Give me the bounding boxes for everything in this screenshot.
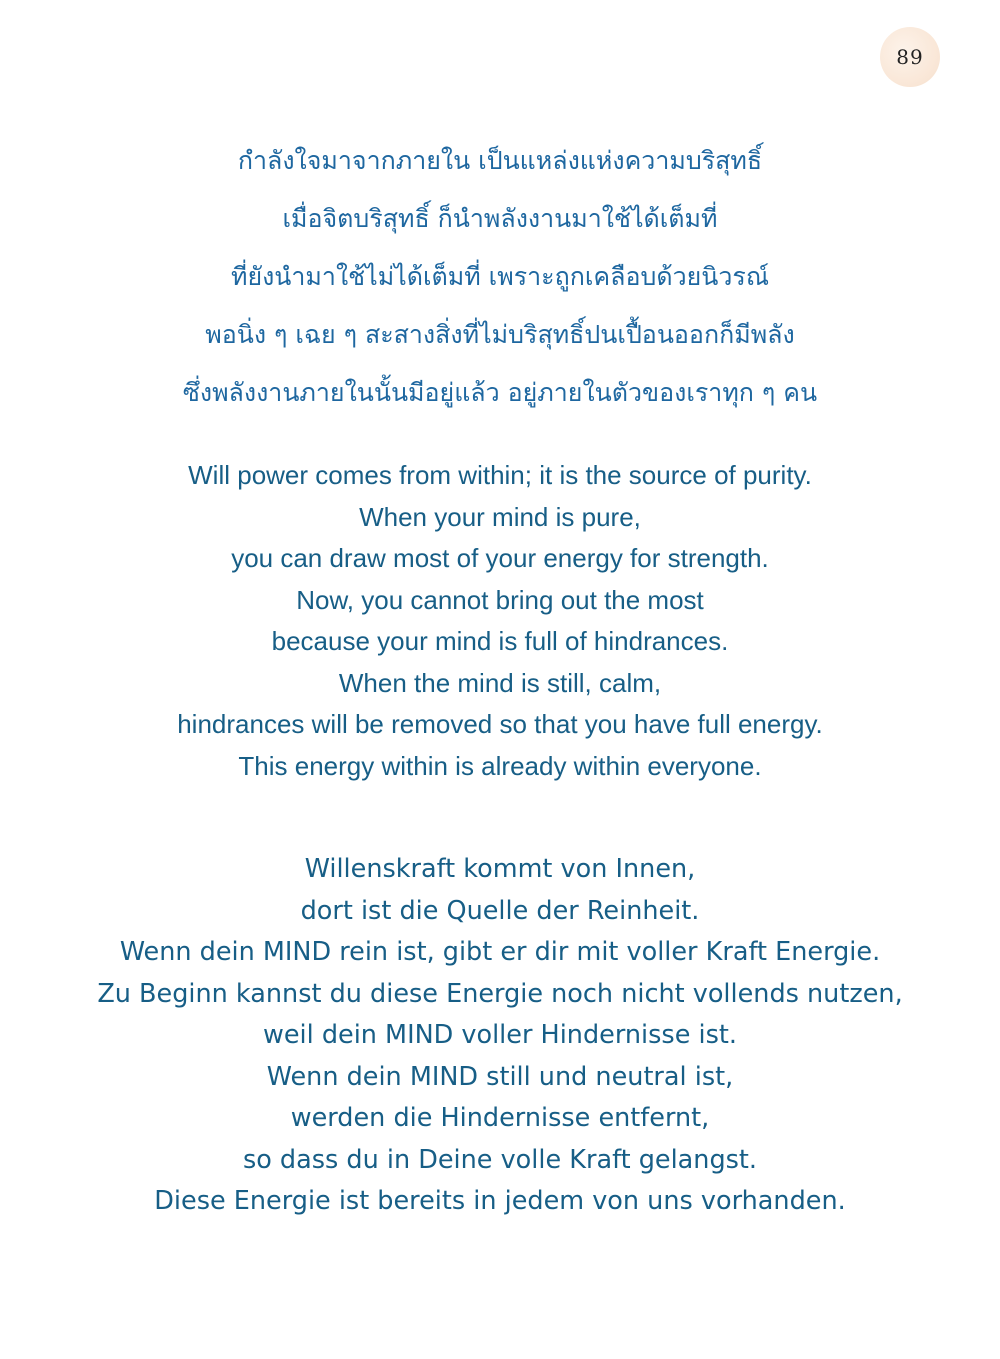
thai-verse bbox=[0, 132, 1000, 422]
german-line: Wenn dein MIND rein ist, gibt er dir mit voller Kraft Energie. bbox=[119, 937, 881, 967]
page-number: 89 bbox=[880, 27, 940, 87]
english-line: Will power comes from within; it is the source of purity. bbox=[188, 460, 812, 490]
german-line: Zu Beginn kannst du diese Energie noch nicht vollends nutzen, bbox=[97, 978, 903, 1009]
german-line: werden die Hindernisse entfernt, bbox=[290, 1103, 710, 1133]
german-line: Wenn dein MIND still und neutral ist, bbox=[266, 1061, 734, 1092]
thai-line: ซึ่งพลังงานภายในนั้นมีอยู่แล้ว อยู่ภายในตัวของเราทุก ๆ คน bbox=[182, 378, 818, 407]
english-line: Now, you cannot bring out the most bbox=[296, 584, 704, 615]
thai-line: ที่ยังนำมาใช้ไม่ได้เต็มที่ เพราะถูกเคลือบด้วยนิวรณ์ bbox=[230, 262, 770, 291]
thai-line: พอนิ่ง ๆ เฉย ๆ สะสางสิ่งที่ไม่บริสุทธิ์ปนเปื้อนออกก็มีพลัง bbox=[205, 320, 795, 349]
german-line: Diese Energie ist bereits in jedem von uns vorhanden. bbox=[154, 1186, 846, 1216]
english-line: When your mind is pure, bbox=[359, 501, 641, 532]
thai-line: กำลังใจมาจากภายใน เป็นแหล่งแห่งความบริสุทธิ์ bbox=[237, 146, 763, 175]
english-line: When the mind is still, calm, bbox=[338, 667, 662, 698]
german-line: so dass du in Deine volle Kraft gelangst. bbox=[242, 1144, 758, 1175]
german-line: Willenskraft kommt von Innen, bbox=[304, 854, 696, 884]
german-line: weil dein MIND voller Hindernisse ist. bbox=[263, 1020, 737, 1050]
german-line: dort ist die Quelle der Reinheit. bbox=[300, 895, 700, 926]
english-line: hindrances will be removed so that you have full energy. bbox=[177, 709, 823, 739]
english-verse bbox=[0, 455, 1000, 787]
english-line: because your mind is full of hindrances. bbox=[271, 626, 729, 656]
thai-line: เมื่อจิตบริสุทธิ์ ก็นำพลังงานมาใช้ได้เต็มที่ bbox=[282, 204, 718, 233]
german-verse bbox=[0, 849, 1000, 1223]
english-line: you can draw most of your energy for strength. bbox=[231, 543, 769, 573]
english-line: This energy within is already within everyone. bbox=[238, 750, 762, 781]
